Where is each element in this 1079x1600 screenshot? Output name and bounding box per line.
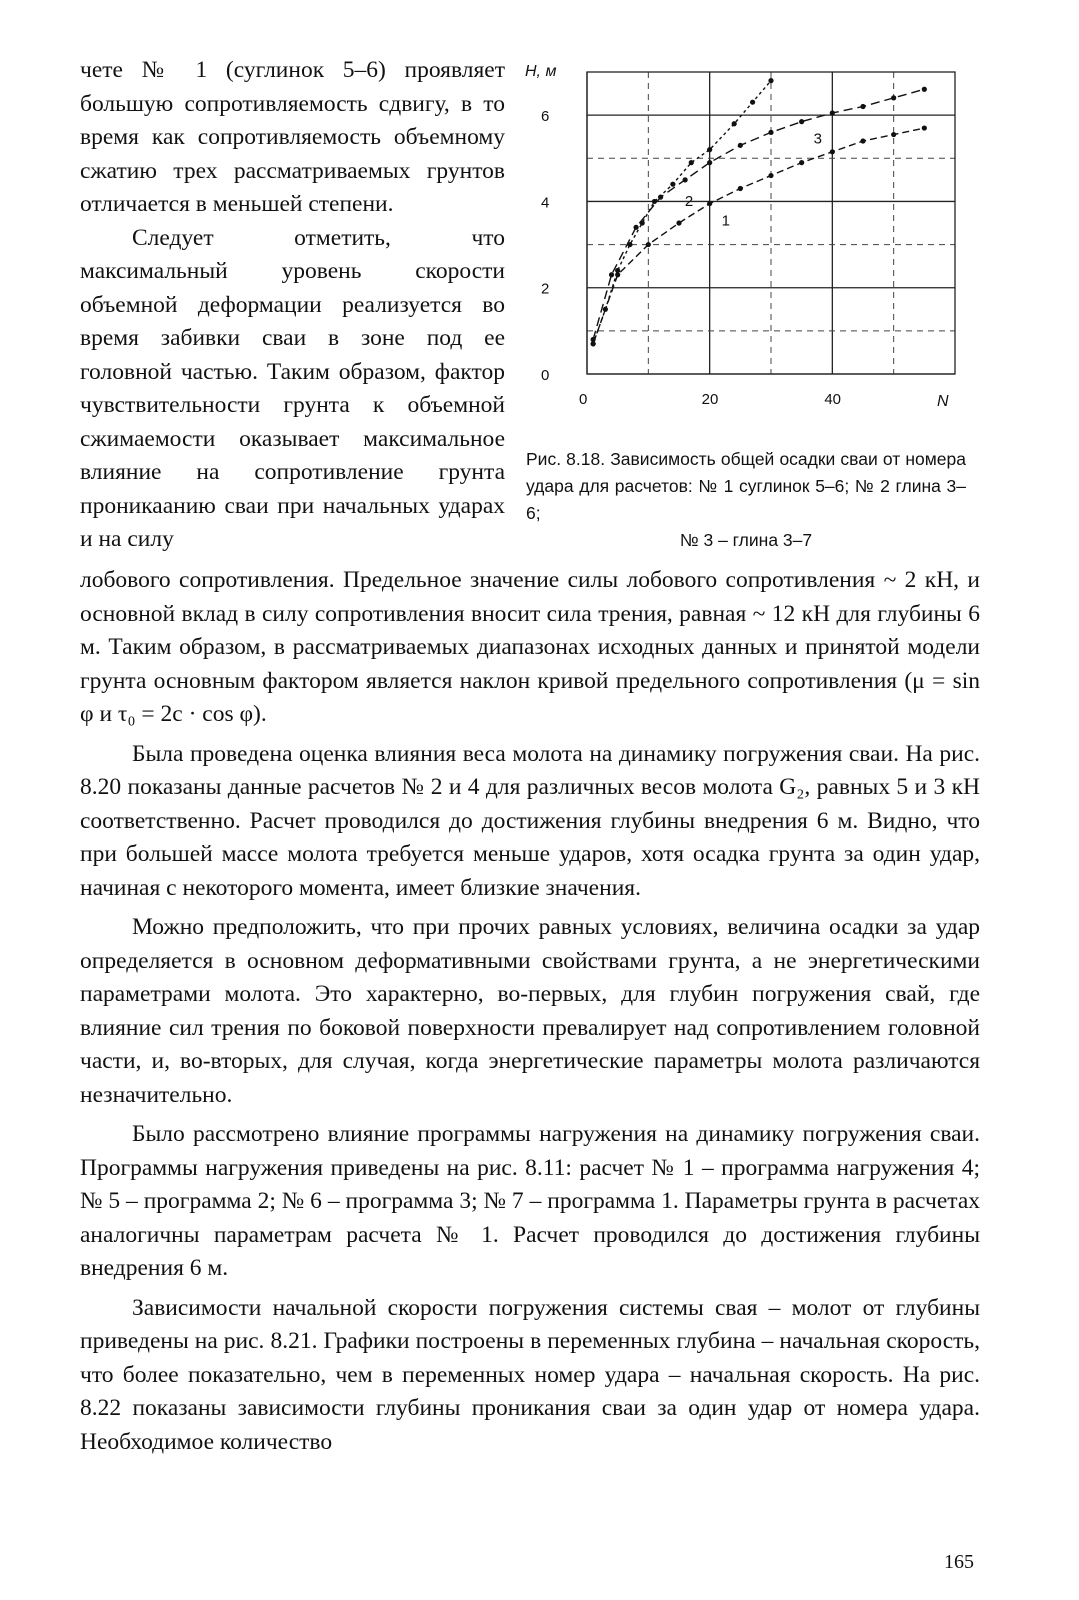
figure-caption [526, 446, 966, 554]
data-point-3 [633, 225, 638, 230]
full-width-text [80, 564, 980, 1459]
left-text-column [80, 54, 505, 557]
data-point-1 [676, 220, 681, 225]
data-point-1 [799, 160, 804, 165]
settlement-chart [515, 54, 1005, 444]
paragraph-continued: чете № 1 (суглинок 5–6) проявляет большую сопротивляемость сдвигу, в то время как сопротивляемость объемному сжатию трех рассматриваемых грунтов отличается в меньшей степени. [80, 57, 505, 217]
paragraph: Зависимости начальной скорости погружения системы свая – молот от глубины приведены на рис. 8.21. Графики построены в переменных глубина – начальная скорость, что более показательно, чем в переменных номер удара – начальная скорость. На рис. 8.22 показаны зависимости глубины проникания сваи за один удар от номера удара. Необходимое количество [80, 1294, 980, 1455]
data-point-3 [609, 272, 614, 277]
data-point-2 [768, 78, 773, 83]
paragraph-continued: лобового сопротивления. Предельное значение силы лобового сопротивления ~ 2 кН, и основной вклад в силу сопротивления вносит сила трения, равная ~ 12 кН для глубины 6 м. Таким образом, в рассматриваемых диапазонах исходных данных и принятой модели грунта основным фактором является наклон кривой предельного сопротивления (μ = sin φ и τ₀ = 2c · cos φ). [80, 567, 980, 727]
series-line-2 [593, 81, 771, 344]
data-point-1 [830, 149, 835, 154]
paragraph: Было рассмотрено влияние программы нагружения на динамику погружения сваи. Программы нагружения приведены на рис. 8.11: расчет № 1 – программа нагружения 4; № 5 – программа 2; № 6 – программа 3; № 7 – программа 1. Параметры грунта в расчетах аналогичны параметрам расчета № 1. Расчет проводился до достижения глубины внедрения 6 м. [80, 1121, 980, 1281]
data-point-2 [670, 182, 675, 187]
data-point-3 [707, 160, 712, 165]
x-tick-label: 20 [701, 391, 719, 408]
data-point-3 [799, 119, 804, 124]
curve-label: 2 [684, 193, 694, 211]
series-line-3 [593, 89, 924, 339]
data-point-3 [830, 110, 835, 115]
data-point-3 [922, 87, 927, 92]
x-tick-label: 0 [579, 391, 588, 408]
data-point-2 [603, 307, 608, 312]
y-axis-label: H, м [525, 63, 557, 80]
data-point-2 [707, 147, 712, 152]
page-number: 165 [944, 1551, 974, 1573]
paragraph: Следует отметить, что максимальный уровень скорости объемной деформации реализуется во время забивки сваи в зоне под ее головной частью. Таким образом, фактор чувствительности грунта к объемной сжимаемости оказывает максимальное влияние на сопротивление грунта проникаанию сваи при начальных ударах и на силу [80, 224, 505, 552]
caption-text-line: № 3 – глина 3–7 [679, 530, 813, 550]
x-tick-label: 40 [824, 391, 842, 408]
y-tick-label: 6 [541, 108, 550, 126]
data-point-2 [732, 121, 737, 126]
data-point-1 [646, 242, 651, 247]
data-point-1 [707, 201, 712, 206]
data-point-1 [860, 138, 865, 143]
y-tick-label: 2 [541, 280, 550, 298]
data-point-3 [683, 177, 688, 182]
paragraph: Была проведена оценка влияния веса молота на динамику погружения сваи. На рис. 8.20 показаны данные расчетов № 2 и 4 для различных весов молота G₂, равных 5 и 3 кН соответственно. Расчет проводился до достижения глубины внедрения 6 м. Видно, что при большей массе молота требуется меньше ударов, хотя осадка грунта за один удар, начиная с некоторого момента, имеет близкие значения. [80, 740, 980, 901]
data-point-1 [738, 186, 743, 191]
data-point-1 [768, 173, 773, 178]
paragraph: Можно предположить, что при прочих равных условиях, величина осадки за удар определяется в основном деформативными свойствами грунта, а не энергетическими параметрами молота. Это характерно, во-первых, для глубин погружения свай, где влияние сил трения по боковой поверхности превалирует над сопротивлением головной части, и, во-вторых, для случая, когда энергетические параметры молота различаются незначительно. [80, 914, 980, 1108]
figure-8-18 [515, 54, 1005, 449]
series-line-1 [593, 128, 924, 344]
y-tick-label: 0 [541, 367, 550, 384]
data-point-3 [738, 143, 743, 148]
caption-text: Рис. 8.18. Зависимость общей осадки сваи от номера удара для расчетов: № 1 суглинок 5–6; № 2 глина 3–6; [526, 449, 966, 523]
data-point-3 [658, 195, 663, 200]
data-point-1 [891, 132, 896, 137]
y-tick-label: 4 [541, 194, 550, 212]
data-point-2 [750, 100, 755, 105]
data-point-3 [891, 95, 896, 100]
data-point-2 [615, 268, 620, 273]
x-axis-label: N [937, 393, 949, 410]
data-point-3 [860, 104, 865, 109]
curve-label: 3 [813, 130, 823, 148]
curve-label: 1 [721, 212, 731, 230]
data-point-3 [768, 130, 773, 135]
data-point-2 [689, 160, 694, 165]
data-point-3 [591, 337, 596, 342]
data-point-1 [922, 125, 927, 130]
data-point-2 [652, 199, 657, 204]
